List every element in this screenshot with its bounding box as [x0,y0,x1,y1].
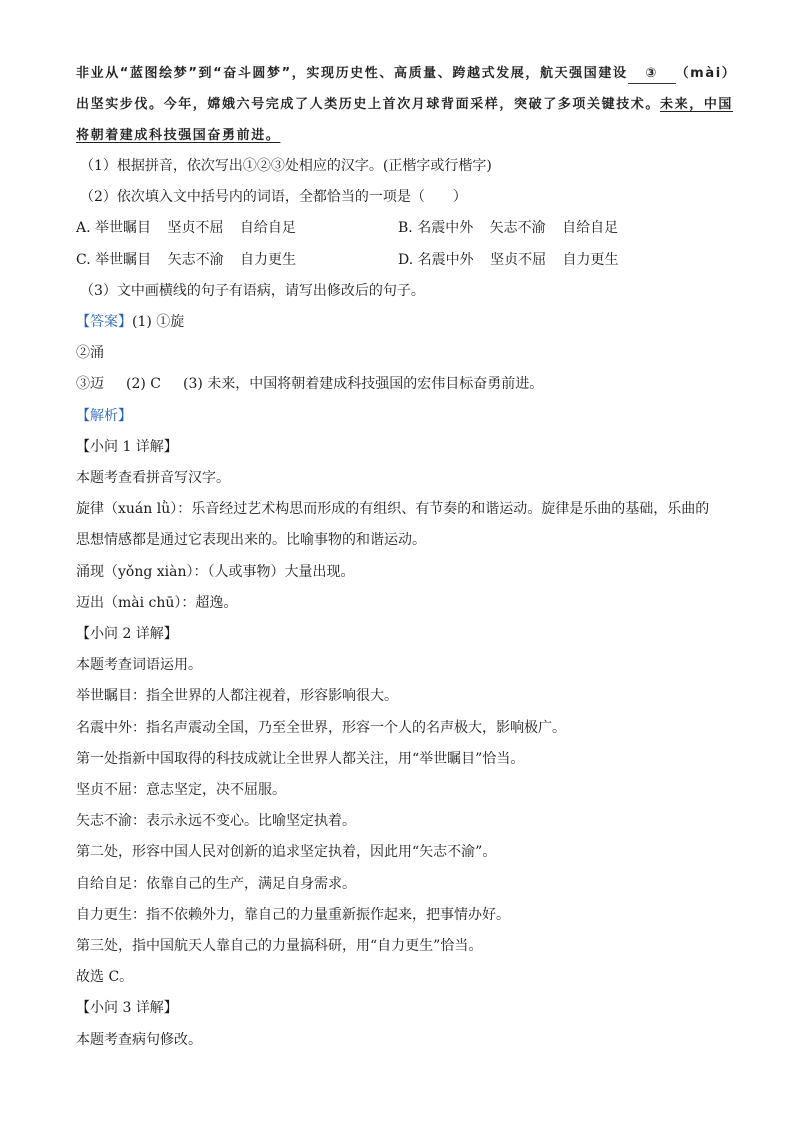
analysis-text-line: 本题考查病句修改。 [76,1031,202,1048]
option-c-word-2: 矢志不渝 [167,251,224,268]
option-b-letter: B. [398,220,413,237]
subquestion-1-body [76,463,716,619]
option-c [76,245,398,276]
answer-4: (2) C [126,376,161,393]
options-row-cd [76,245,716,276]
subquestion-2-title: 【小问 2 详解】 [76,626,178,643]
analysis-text-line: 第二处，形容中国人民对创新的追求坚定执着，因此用“矢志不渝”。 [76,844,497,861]
passage-line-1 [76,58,737,89]
blank-3: ③ [628,65,676,84]
answer-2: ②涌 [76,345,104,362]
option-d-word-2: 坚贞不屈 [490,251,547,268]
option-a [76,213,398,244]
option-a-word-2: 坚贞不屈 [167,220,224,237]
option-d-letter: D. [398,251,414,268]
analysis-text-line: 坚贞不屈：意志坚定，决不屈服。 [76,782,286,799]
document-page [76,58,737,1056]
underlined-sentence-part-1: 未来，中国 [660,97,734,112]
option-b [398,213,716,244]
analysis-text-line: 本题考查看拼音写汉字。 [76,470,230,487]
option-a-word-1: 举世瞩目 [95,220,152,237]
option-b-word-1: 名震中外 [417,220,474,237]
answer-line-1 [76,307,716,338]
analysis-text-line: 本题考查词语运用。 [76,657,202,674]
option-d-word-3: 自力更生 [562,251,619,268]
analysis-text-line: 迈出（mài chū）：超逸。 [76,594,238,611]
analysis-text-line: 名震中外：指名声震动全国，乃至全世界，形容一个人的名声极大，影响极广。 [76,719,566,736]
subquestion-3-body [76,1025,716,1056]
subquestion-3-title: 【小问 3 详解】 [76,1000,178,1017]
question-1: （1）根据拼音，依次写出①②③处相应的汉字。(正楷字或行楷字) [80,158,492,174]
option-c-letter: C. [76,251,91,268]
passage-line-2-text: 出坚实步伐。今年，嫦娥六号完成了人类历史上首次月球背面采样，突破了多项关键技术。 [76,97,661,112]
pinyin-mai: （mài） [675,66,737,81]
subquestion-2-body [76,650,716,993]
option-d-word-1: 名震中外 [417,251,474,268]
passage-line-2 [76,89,734,120]
analysis-text-line: 故选 C。 [76,969,134,986]
subquestion-1-title: 【小问 1 详解】 [76,438,178,455]
question-2: （2）依次填入文中括号内的词语，全都恰当的一项是（ ） [80,189,467,206]
analysis-label: 【解析】 [76,407,132,424]
option-a-word-3: 自给自足 [239,220,296,237]
answer-line-3 [76,369,716,400]
underlined-sentence-part-2: 将朝着建成科技强国奋勇前进。 [76,128,281,143]
analysis-text-line: 自力更生：指不依赖外力，靠自己的力量重新振作起来，把事情办好。 [76,906,510,923]
question-3: （3）文中画横线的句子有语病，请写出修改后的句子。 [80,282,425,299]
analysis-text-line: 矢志不渝：表示永远不变心。比喻坚定执着。 [76,813,356,830]
passage-line-3 [76,120,716,151]
analysis-text-line: 自给自足：依靠自己的生产，满足自身需求。 [76,875,356,892]
option-b-word-2: 矢志不渝 [489,220,546,237]
options-row-ab [76,213,716,244]
answer-3: ③迈 [76,376,104,393]
analysis-text-line: 第一处指新中国取得的科技成就让全世界人都关注，用“举世瞩目”恰当。 [76,750,525,767]
option-b-word-3: 自给自足 [562,220,619,237]
analysis-text-line: 旋律（xuán lǜ）：乐音经过艺术构思而形成的有组织、有节奏的和谐运动。旋律是乐曲的基础，乐曲的 [76,501,710,518]
option-c-word-3: 自力更生 [240,251,297,268]
answer-1: (1) ①旋 [132,314,185,331]
answer-5: (3) 未来，中国将朝着建成科技强国的宏伟目标奋勇前进。 [183,376,544,393]
analysis-text-line: 第三处，指中国航天人靠自己的力量搞科研，用“自力更生”恰当。 [76,938,483,955]
passage-line-1-text: 非业从“蓝图绘梦”到“奋斗圆梦”，实现历史性、高质量、跨越式发展，航天强国建设 [76,66,628,81]
option-c-word-1: 举世瞩目 [95,251,152,268]
analysis-text-line: 涌现（yǒng xiàn）：（人或事物）大量出现。 [76,563,355,580]
analysis-text-line: 思想情感都是通过它表现出来的。比喻事物的和谐运动。 [76,532,426,549]
analysis-text-line: 举世瞩目：指全世界的人都注视着，形容影响很大。 [76,688,398,705]
option-d [398,245,716,276]
option-a-letter: A. [76,220,91,237]
answer-label: 【答案】 [76,314,132,331]
